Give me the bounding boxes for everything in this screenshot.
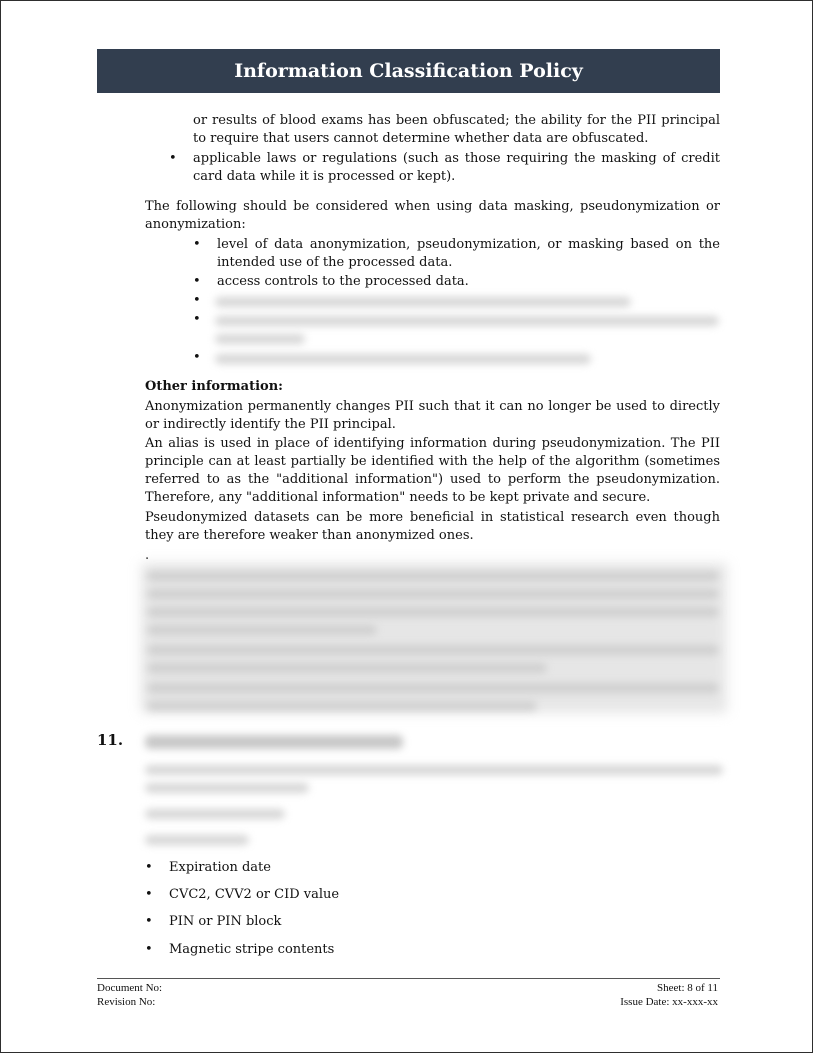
bullet-laws-text: applicable laws or regulations (such as those requiring the masking of credit card data while it is processed or kept). <box>193 151 720 184</box>
redacted-text <box>145 765 723 775</box>
other-information-paragraph: Anonymization permanently changes PII such that it can no longer be used to directly or indirectly identify the PII principal. <box>145 399 720 432</box>
card-data-item: PIN or PIN block <box>169 914 282 929</box>
redacted-text <box>215 354 591 364</box>
redacted-text <box>147 589 719 599</box>
redacted-text <box>147 663 547 673</box>
footer-divider <box>97 978 720 979</box>
redacted-text <box>147 683 719 693</box>
card-data-item: Magnetic stripe contents <box>169 942 335 957</box>
redacted-text <box>147 625 377 635</box>
bullet-marker: • <box>145 942 153 957</box>
bullet-marker: • <box>145 860 153 875</box>
document-title: Information Classification Policy <box>234 60 583 82</box>
bullet-marker: • <box>193 237 201 252</box>
section-number: 11. <box>97 731 124 749</box>
sheet-number: Sheet: 8 of 11 <box>657 982 718 994</box>
redacted-text <box>215 297 631 307</box>
bullet-marker: • <box>169 151 177 166</box>
consideration-item: level of data anonymization, pseudonymization, or masking based on the intended use of the processed data. <box>217 237 720 270</box>
redacted-section-title <box>145 735 403 749</box>
bullet-marker: • <box>193 350 201 365</box>
redacted-text <box>215 316 719 326</box>
other-information-heading: Other information: <box>145 379 283 394</box>
issue-date: Issue Date: xx-xxx-xx <box>620 996 718 1008</box>
other-information-paragraph: Pseudonymized datasets can be more beneficial in statistical research even though they are therefore weaker than anonymized ones. <box>145 510 720 543</box>
bullet-marker: • <box>193 293 201 308</box>
consideration-item: access controls to the processed data. <box>217 274 469 289</box>
redacted-list-item <box>145 835 249 845</box>
bullet-marker: • <box>145 914 153 929</box>
bullet-marker: • <box>193 312 201 327</box>
other-information-paragraph: An alias is used in place of identifying information during pseudonymization. The PII principle can at least partially be identified with the help of the algorithm (sometimes referred to as the "additional information") used to perform the pseudonymization. Therefore, any "additional information" needs to be kept private and secure. <box>145 436 720 505</box>
card-data-item: Expiration date <box>169 860 271 875</box>
redacted-text <box>215 334 305 344</box>
redacted-list-item <box>145 809 285 819</box>
page-header-banner <box>97 49 720 93</box>
revision-number-label: Revision No: <box>97 996 156 1008</box>
bullet-continuation-text: or results of blood exams has been obfuscated; the ability for the PII principal to require that users cannot determine whether data are obfuscated. <box>193 113 720 146</box>
redacted-text <box>147 607 719 617</box>
redacted-text <box>145 783 309 793</box>
redacted-text <box>147 645 719 655</box>
document-number-label: Document No: <box>97 982 163 994</box>
redacted-text <box>147 701 537 711</box>
bullet-marker: • <box>193 274 201 289</box>
card-data-item: CVC2, CVV2 or CID value <box>169 887 340 902</box>
considerations-lead: The following should be considered when using data masking, pseudonymization or anonymization: <box>145 199 720 232</box>
redacted-text <box>147 571 719 581</box>
bullet-marker: • <box>145 887 153 902</box>
stray-period: . <box>145 548 150 563</box>
